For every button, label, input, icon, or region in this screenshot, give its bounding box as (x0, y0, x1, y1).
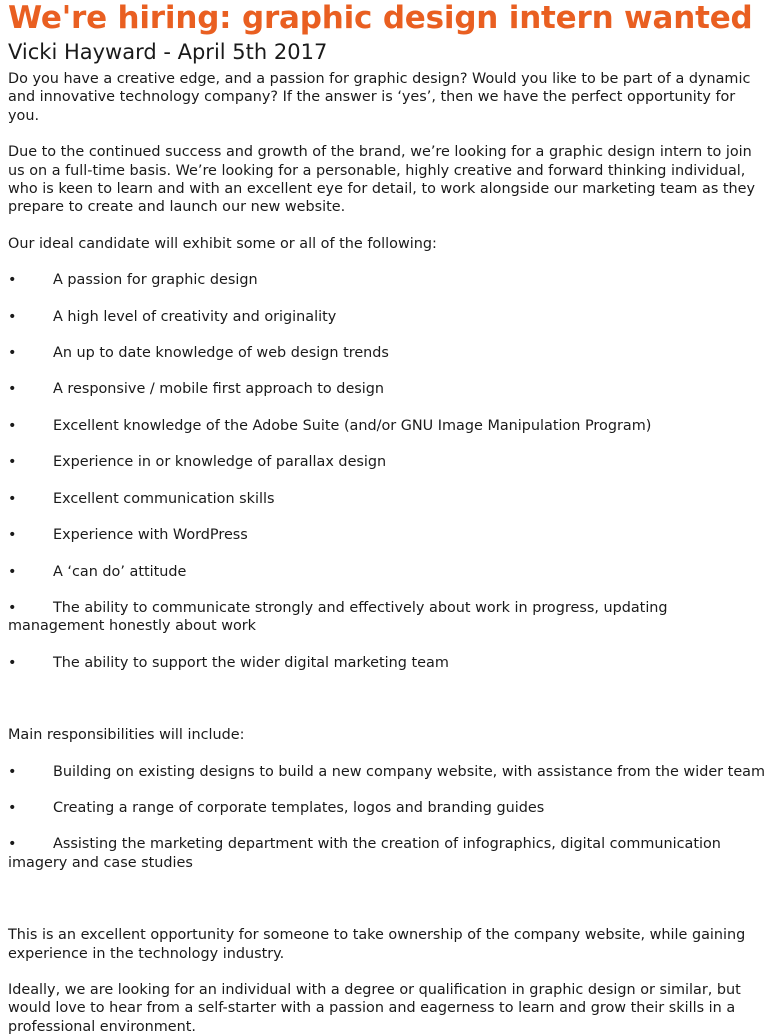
page-title: We're hiring: graphic design intern wanted (8, 0, 753, 36)
spacer (8, 890, 768, 926)
list-item (8, 453, 768, 471)
list-item-text: Excellent knowledge of the Adobe Suite (and/or GNU Image Manipulation Program) (53, 417, 652, 434)
list-item (8, 344, 768, 362)
bullet-icon: • (8, 836, 17, 853)
list-item (8, 763, 768, 781)
list-item-text: A passion for graphic design (53, 272, 258, 289)
list-item-text: Creating a range of corporate templates, logos and branding guides (53, 799, 545, 816)
list-item-text: Excellent communication skills (53, 490, 275, 507)
author-date-byline: Vicki Hayward - April 5th 2017 (8, 40, 328, 64)
traits-heading: Our ideal candidate will exhibit some or all of the following: (8, 235, 437, 252)
bullet-icon: • (8, 381, 17, 398)
list-item (8, 308, 768, 326)
traits-list (8, 271, 768, 672)
bullet-icon: • (8, 599, 17, 616)
list-item (8, 599, 768, 636)
bullet-icon: • (8, 763, 17, 780)
intro-paragraph-2: Due to the continued success and growth of the brand, we’re looking for a graphic design intern to join us on a full-time basis. We’re looking for a personable, highly creative and forward thinking individual, who is keen to learn and with an excellent eye for detail, to work alongside our marketing team as they prepare to create and launch our new website. (8, 144, 756, 216)
closing-paragraph-2: Ideally, we are looking for an individual with a degree or qualification in graphic design or similar, but would love to hear from a self-starter with a passion and eagerness to learn and grow their skills in a professional environment. (8, 981, 741, 1035)
closing-paragraph-1: This is an excellent opportunity for someone to take ownership of the company website, while gaining experience in the technology industry. (8, 927, 746, 962)
spacer (8, 690, 768, 726)
list-item-text: Building on existing designs to build a new company website, with assistance from the wider team (53, 763, 766, 780)
list-item (8, 490, 768, 508)
bullet-icon: • (8, 272, 17, 289)
bullet-icon: • (8, 345, 17, 362)
list-item-text: The ability to support the wider digital marketing team (53, 654, 449, 671)
intro-paragraph-1: Do you have a creative edge, and a passion for graphic design? Would you like to be part of a dynamic and innovative technology company? If the answer is ‘yes’, then we have the perfect opportunity for you. (8, 71, 751, 124)
list-item (8, 835, 768, 872)
bullet-icon: • (8, 490, 17, 507)
list-item (8, 380, 768, 398)
bullet-icon: • (8, 308, 17, 325)
responsibilities-heading: Main responsibilities will include: (8, 727, 245, 744)
list-item (8, 563, 768, 581)
bullet-icon: • (8, 417, 17, 434)
list-item (8, 526, 768, 544)
list-item-text: Assisting the marketing department with the creation of infographics, digital communication imagery and case studies (8, 836, 721, 871)
list-item-text: The ability to communicate strongly and effectively about work in progress, updating management honestly about work (8, 599, 668, 635)
list-item (8, 799, 768, 817)
list-item-text: Experience in or knowledge of parallax design (53, 454, 387, 471)
list-item (8, 417, 768, 435)
bullet-icon: • (8, 563, 17, 580)
bullet-icon: • (8, 799, 17, 816)
list-item (8, 654, 768, 672)
list-item-text: A responsive / mobile first approach to design (53, 381, 385, 398)
list-item (8, 271, 768, 289)
list-item-text: A high level of creativity and originality (53, 308, 337, 325)
list-item-text: An up to date knowledge of web design trends (53, 345, 389, 362)
list-item-text: Experience with WordPress (53, 527, 248, 544)
bullet-icon: • (8, 654, 17, 671)
list-item-text: A ‘can do’ attitude (53, 563, 187, 580)
responsibilities-list (8, 763, 768, 873)
bullet-icon: • (8, 527, 17, 544)
bullet-icon: • (8, 454, 17, 471)
